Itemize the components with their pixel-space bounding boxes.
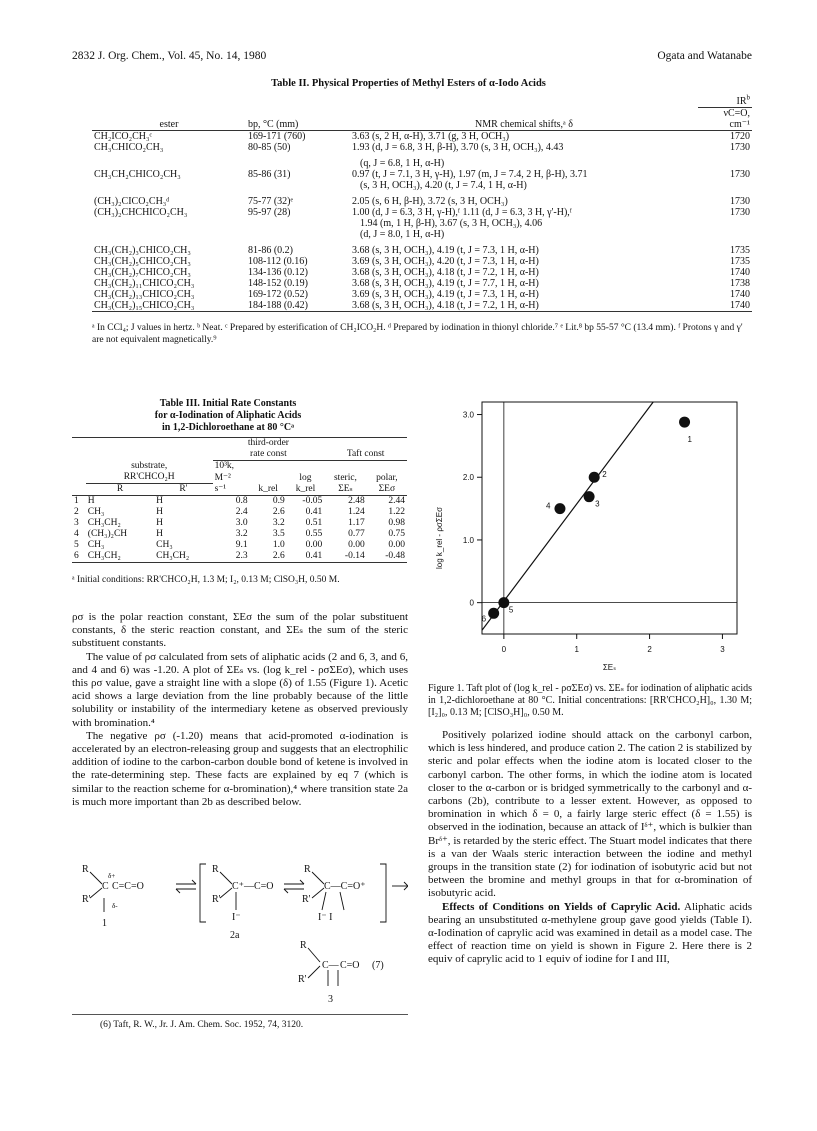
table2-cell-ir: 1720	[730, 131, 750, 142]
table3-header-Rprime: R'	[179, 484, 188, 494]
table3-cell-krel: 1.0	[272, 540, 285, 550]
table2-row	[92, 142, 752, 153]
scheme-label-2a: 2a	[230, 930, 240, 941]
table2-row	[92, 207, 752, 218]
table2-cell-ester	[92, 229, 246, 240]
table2-cell-nmr: 3.68 (s, 3 H, OCH₃), 4.18 (t, J = 7.2, 1 H, α-H)	[350, 300, 698, 312]
table3-cell-ep: -0.48	[367, 551, 407, 563]
table3-cell-log: -0.05	[302, 496, 323, 506]
table2-cell-ir: 1738	[730, 278, 750, 289]
paragraph: ρσ is the polar reaction constant, ΣEσ the sum of the polar substituent constants, δ the steric reaction constant, and ΣEₛ the sum of the steric substituent constants.	[72, 611, 408, 650]
table2-row	[92, 278, 752, 289]
table3-cell-krel: 2.6	[272, 507, 285, 517]
y-tick-label: 2.0	[462, 473, 474, 483]
table2-cell-nmr: (s, 3 H, OCH₃), 4.20 (t, J = 7.4, 1 H, α-H)	[360, 180, 527, 191]
paragraph: The value of ρσ calculated from sets of aliphatic acids (2 and 6, 3, and 6, and 4 and 6) was -1.20. A plot of ΣEₛ vs. (log k_rel - ρσΣEσ), which uses this ρσ value, gave a straight line with a slope (δ) of 1.55 (Figure 1). Acetic acid shows a large deviation from the line probably because of the little solubility or instability of the intermediary ketene as observed previously with bromination.⁴	[72, 650, 408, 729]
svg-text:R: R	[304, 864, 311, 875]
table2-cell-nmr: 3.68 (s, 3 H, OCH₃), 4.19 (t, J = 7.3, 1 H, α-H)	[352, 245, 539, 256]
table2-cell-ester: CH₃CHICO₂CH₃	[94, 142, 164, 153]
table2-cell-ester: CH₃(CH₂)₃CHICO₂CH₃	[94, 245, 191, 256]
table3-cell-log: 0.41	[287, 551, 325, 563]
table3-cell-es: 1.24	[348, 507, 365, 517]
scheme-ketene-cc: C=C=O	[112, 881, 144, 892]
data-point	[679, 417, 690, 428]
table3-row	[72, 518, 407, 529]
table3-cell-R: (CH₃)₂CH	[87, 529, 128, 539]
table2-cell-ester	[92, 180, 246, 191]
table2-cell-bp	[246, 180, 350, 191]
data-point-label: 4	[545, 501, 551, 511]
table2-cell-ir	[698, 229, 752, 240]
table2-ir-header: $IR^b$	[698, 96, 752, 108]
table2-cell-ester: (CH₃)₂CICO₂CH₃ᵈ	[94, 196, 170, 207]
table3-cell-R: CH₃	[87, 540, 105, 550]
data-point	[554, 503, 565, 514]
table3-group-rate: rate const	[213, 449, 325, 461]
table3-cell-R: CH₃CH₂	[87, 518, 121, 528]
scheme-delta-minus: δ-	[112, 902, 118, 910]
table3-cell-R: CH₃CH₂	[86, 551, 154, 563]
table3-cell-n: 3	[74, 518, 79, 528]
table2-row	[92, 267, 752, 278]
table2-cell-nmr: 3.68 (s, 3 H, OCH₃), 4.19 (t, J = 7.7, 1 H, α-H)	[352, 278, 539, 289]
table3-cell-ep: 0.00	[388, 540, 405, 550]
table2-cell-ester: CH₃(CH₂)₅CHICO₂CH₃	[94, 256, 191, 267]
table3-caption-line: Table III. Initial Rate Constants	[159, 398, 297, 409]
table3-header-steric2: ΣEₛ	[338, 484, 353, 494]
table3-cell-R: CH₃	[87, 507, 105, 517]
table3-cell-k: 0.8	[235, 496, 248, 506]
table3-header-steric: steric,	[333, 472, 357, 483]
scheme-label-3: 3	[328, 994, 333, 1005]
table2-cell-ester: (CH₃)₂CHCHICO₂CH₃	[94, 207, 188, 218]
table2-row	[92, 289, 752, 300]
footnote-rule	[72, 1014, 408, 1015]
data-point	[498, 597, 509, 608]
table3-cell-ep: 0.75	[388, 529, 405, 539]
table2-cell-nmr: (d, J = 8.0, 1 H, α-H)	[360, 229, 445, 240]
table2-cell-nmr: 3.69 (s, 3 H, OCH₃), 4.20 (t, J = 7.3, 1 H, α-H)	[352, 256, 539, 267]
table2-cell-bp	[246, 158, 350, 169]
y-axis-label: log k_rel - ρσΣEσ	[435, 506, 444, 570]
table3-header-formula: RR'CHCO₂H	[86, 472, 213, 484]
table3-header-kunit: M⁻²	[214, 472, 231, 483]
svg-text:R': R'	[302, 894, 311, 905]
table2-row	[92, 158, 752, 169]
scheme-ketene: C	[102, 881, 109, 892]
table2-header-bp: bp, °C (mm)	[248, 119, 299, 130]
table3	[72, 437, 407, 563]
running-header-left: 2832 J. Org. Chem., Vol. 45, No. 14, 1980	[72, 50, 267, 62]
table2-cell-bp	[246, 218, 350, 229]
table3-cell-n: 4	[74, 529, 79, 539]
section-heading: Effects of Conditions on Yields of Caprylic Acid.	[442, 900, 681, 913]
table3-cell-k: 2.4	[235, 507, 248, 517]
table3-header-kunit2: s⁻¹	[214, 484, 227, 494]
table3-cell-n: 1	[74, 496, 79, 506]
table3-cell-Rp: H	[156, 518, 164, 528]
paragraph: Positively polarized iodine should attack on the carbonyl carbon, which is less hindered, and produce cation 2. The cation 2 is stabilized by steric and polar effects when the iodine atom is located closer to the carbonyl carbon. The other forms, in which the iodine atom is located closer to the α-carbon or is bridged symmetrically to the carbonyl and α-carbons (2b), contribute to a lesser extent. However, as opposed to bromination in which δ = 0, a fairly large steric effect (δ = 1.55) is observed in the iodination, because an attack of Iᵟ⁺, which is bulkier than Brᵟ⁺, is retarded by the steric effect. The Stuart model indicates that there is a van der Waals steric interaction between the iodine and methyl groups in the transition state (2) for iodination of isobutyric acid but not between the bromine and methyl groups in that for α-bromination of isobutyric acid.	[428, 729, 752, 900]
table2-ir-sub: νC=O,	[723, 108, 750, 119]
data-point	[584, 491, 595, 502]
y-tick-label: 3.0	[462, 410, 474, 420]
table3-cell-n: 5	[74, 540, 79, 550]
table3-cell-ep: 2.44	[388, 496, 405, 506]
table3-header-k: 10³k,	[214, 461, 235, 471]
svg-text:R: R	[300, 940, 307, 951]
svg-text:R: R	[82, 864, 89, 875]
table2-cell-ir: 1730	[730, 142, 750, 153]
table2-row	[92, 131, 752, 143]
x-tick-label: 3	[720, 645, 725, 654]
table2-cell-ir: 1735	[730, 245, 750, 256]
left-column-text	[72, 611, 408, 809]
figure1-caption: Figure 1. Taft plot of (log k_rel - ρσΣEσ) vs. ΣEₛ for iodination of aliphatic acids in 1,2-dichloroethane at 80 °C. Initial concentrations: [RR'CHCO₂H]₀, 1.30 M; [I₂]₀, 0.13 M; [ClSO₃H]₀, 0.50 M.	[428, 683, 752, 718]
table2-row	[92, 300, 752, 312]
svg-text:C⁺—C=O: C⁺—C=O	[232, 881, 274, 892]
table3-caption	[128, 398, 328, 434]
table2-cell-ir	[698, 158, 752, 169]
table2-header-ir-unit: cm⁻¹	[729, 119, 750, 130]
data-point	[589, 472, 600, 483]
table3-cell-log: 0.00	[305, 540, 323, 550]
table3-group-third: third-order	[247, 438, 289, 448]
table3-cell-Rp: CH₃CH₂	[154, 551, 212, 563]
paragraph: The negative ρσ (-1.20) means that acid-promoted α-iodination is accelerated by an electron-releasing group and suggests that an electrophilic addition of iodine to the carbon-carbon double bond of ketene is involved in the rate-determining step. These facts are explained by eq 7 (which is similar to the reaction scheme for α-bromination),⁴ where transition state 2a is much more important than 2b as described below.	[72, 729, 408, 808]
table2-row	[92, 196, 752, 207]
table2-cell-nmr: 1.94 (m, 1 H, β-H), 3.67 (s, 3 H, OCH₃), 4.06	[360, 218, 543, 229]
y-tick-label: 1.0	[462, 535, 474, 545]
table3-cell-krel: 3.2	[272, 518, 285, 528]
scheme-label-1: 1	[102, 918, 107, 929]
table3-header-log: log	[299, 472, 312, 483]
table2-row	[92, 245, 752, 256]
table2-cell-nmr: 0.97 (t, J = 7.1, 3 H, γ-H), 1.97 (m, J = 7.4, 2 H, β-H), 3.71	[352, 169, 588, 180]
table3-cell-k: 9.1	[235, 540, 248, 550]
table3-cell-ep: 0.98	[388, 518, 405, 528]
data-point	[488, 608, 499, 619]
table2-cell-bp: 75-77 (32)ᵉ	[248, 196, 294, 207]
table3-caption-line: in 1,2-Dichloroethane at 80 °Cᵃ	[161, 422, 294, 433]
table3-caption-line: for α-Iodination of Aliphatic Acids	[154, 410, 302, 421]
table3-cell-es: 1.17	[348, 518, 365, 528]
table2-cell-bp: 169-171 (760)	[248, 131, 306, 142]
table2-cell-nmr: 1.00 (d, J = 6.3, 3 H, γ-H),ᶠ 1.11 (d, J = 6.3, 3 H, γ'-H),ᶠ	[352, 207, 572, 218]
table2-cell-bp: 148-152 (0.19)	[248, 278, 308, 289]
table3-header-R: R	[116, 484, 124, 494]
svg-text:I⁻ I: I⁻ I	[318, 912, 333, 923]
table3-cell-krel: 0.9	[272, 496, 285, 506]
table3-cell-R: H	[87, 496, 95, 506]
table3-group-taft: Taft const	[324, 449, 407, 461]
table2-cell-ir: 1740	[698, 300, 752, 312]
table2-row	[92, 229, 752, 240]
table3-cell-ep: 1.22	[388, 507, 405, 517]
table2-cell-nmr: 3.68 (s, 3 H, OCH₃), 4.18 (t, J = 7.2, 1 H, α-H)	[352, 267, 539, 278]
table2-cell-bp: 95-97 (28)	[248, 207, 291, 218]
scheme-eq-number: (7)	[372, 960, 384, 971]
running-header-right: Ogata and Watanabe	[657, 50, 752, 62]
table3-row	[72, 551, 407, 563]
table2	[92, 93, 752, 312]
data-point-label: 1	[687, 435, 692, 445]
table3-row	[72, 540, 407, 551]
table2-row	[92, 256, 752, 267]
svg-text:R': R'	[82, 894, 91, 905]
svg-text:C—: C—	[322, 960, 339, 971]
table2-cell-ester	[92, 218, 246, 229]
table3-cell-Rp: H	[156, 507, 164, 517]
table3-cell-n: 6	[72, 551, 86, 563]
table3-row	[72, 507, 407, 518]
svg-text:R': R'	[298, 974, 307, 985]
table3-cell-krel: 2.6	[250, 551, 287, 563]
y-tick-label: 0	[469, 598, 474, 608]
table2-cell-ester: CH₃CH₂CHICO₂CH₃	[94, 169, 181, 180]
table2-cell-ir	[698, 218, 752, 229]
table2-cell-ester: CH₂ICO₂CH₃ᶜ	[94, 131, 153, 142]
table3-header-krel: k_rel	[258, 484, 278, 494]
table2-cell-ir: 1740	[730, 289, 750, 300]
table3-cell-n: 2	[74, 507, 79, 517]
table2-cell-bp	[246, 229, 350, 240]
table3-cell-Rp: H	[156, 496, 164, 506]
data-point-label: 3	[595, 499, 600, 509]
table2-cell-nmr: 3.63 (s, 2 H, α-H), 3.71 (g, 3 H, OCH₃)	[352, 131, 510, 142]
scheme-delta-plus: δ+	[108, 872, 116, 880]
table2-cell-bp: 85-86 (31)	[248, 169, 291, 180]
right-column-text	[428, 729, 752, 967]
table3-cell-es: 2.48	[348, 496, 365, 506]
table3-cell-es: 0.00	[348, 540, 365, 550]
table2-caption: Table II. Physical Properties of Methyl Esters of α-Iodo Acids	[271, 78, 546, 89]
x-tick-label: 0	[501, 645, 507, 654]
table3-row	[72, 496, 407, 508]
table3-header-polar: polar,	[376, 472, 398, 483]
table2-cell-ir	[698, 180, 752, 191]
figure1-chart	[428, 396, 758, 676]
table2-cell-ir: 1735	[730, 256, 750, 267]
table2-cell-ir: 1740	[730, 267, 750, 278]
table2-row	[92, 218, 752, 229]
fit-line	[482, 402, 653, 630]
svg-text:R': R'	[212, 894, 221, 905]
table3-cell-log: 0.41	[305, 507, 323, 517]
table3-footnote: ᵃ Initial conditions: RR'CHCO₂H, 1.3 M; I₂, 0.13 M; ClSO₃H, 0.50 M.	[72, 575, 340, 585]
table2-cell-ester	[92, 158, 246, 169]
data-point-label: 5	[508, 605, 514, 615]
x-tick-label: 1	[574, 645, 579, 654]
table2-cell-bp: 108-112 (0.16)	[248, 256, 308, 267]
reaction-scheme	[72, 858, 408, 1008]
table3-cell-es: 0.77	[348, 529, 365, 539]
x-tick-label: 2	[647, 645, 652, 654]
table3-header-substrate: substrate,	[131, 461, 168, 471]
table3-cell-log: 0.51	[305, 518, 323, 528]
table2-cell-nmr: (q, J = 6.8, 1 H, α-H)	[360, 158, 445, 169]
table2-cell-ester: CH₃(CH₂)₁₁CHICO₂CH₃	[94, 278, 195, 289]
x-axis-label: ΣEₛ	[602, 663, 617, 672]
table2-cell-bp: 80-85 (50)	[248, 142, 291, 153]
table3-cell-Rp: H	[156, 529, 164, 539]
table2-cell-bp: 81-86 (0.2)	[248, 245, 293, 256]
table3-row	[72, 529, 407, 540]
table2-cell-ir: 1730	[730, 207, 750, 218]
reference-6: (6) Taft, R. W., Jr. J. Am. Chem. Soc. 1952, 74, 3120.	[100, 1020, 304, 1030]
table2-header-ester: ester	[159, 119, 179, 130]
table2-cell-ester: CH₃(CH₂)₁₅CHICO₂CH₃	[92, 300, 246, 312]
table2-cell-nmr: 3.69 (s, 3 H, OCH₃), 4.19 (t, J = 7.3, 1 H, α-H)	[352, 289, 539, 300]
table2-cell-ester: CH₃(CH₂)₁₃CHICO₂CH₃	[94, 289, 195, 300]
table2-cell-bp: 134-136 (0.12)	[248, 267, 308, 278]
data-point-label: 6	[481, 614, 487, 624]
table3-cell-k: 2.3	[213, 551, 250, 563]
section-paragraph	[428, 901, 752, 967]
table2-cell-ir: 1730	[730, 169, 750, 180]
table2-footnote: ᵃ In CCl₄; J values in hertz. ᵇ Neat. ᶜ Prepared by esterification of CH₂ICO₂H. ᵈ Prepared by iodination in thionyl chloride.⁷ ᵉ Lit.⁸ bp 55-57 °C (13.4 mm). ᶠ Protons γ and γ' are not equivalent magnetically.⁹	[92, 323, 743, 345]
plot-frame	[482, 402, 737, 634]
table2-cell-nmr: 1.93 (d, J = 6.8, 3 H, β-H), 3.70 (s, 3 H, OCH₃), 4.43	[352, 142, 564, 153]
svg-text:I⁻: I⁻	[232, 912, 241, 923]
svg-text:R: R	[212, 864, 219, 875]
table3-cell-krel: 3.5	[272, 529, 285, 539]
scheme-carbonyl: C=O	[340, 960, 360, 971]
table3-header-logk: k_rel	[295, 484, 316, 494]
table2-cell-bp: 184-188 (0.42)	[246, 300, 350, 312]
table2-cell-ir: 1730	[730, 196, 750, 207]
table3-header-polar2: ΣEσ	[378, 484, 396, 494]
table3-cell-es: -0.14	[324, 551, 367, 563]
table3-cell-k: 3.2	[235, 529, 248, 539]
table3-cell-k: 3.0	[235, 518, 248, 528]
table2-row	[92, 169, 752, 180]
svg-text:C—C=O⁺: C—C=O⁺	[324, 881, 366, 892]
table2-cell-ester: CH₃(CH₂)₇CHICO₂CH₃	[94, 267, 191, 278]
table2-cell-bp: 169-172 (0.52)	[248, 289, 308, 300]
table2-header-nmr: NMR chemical shifts,ᵃ δ	[475, 119, 573, 130]
section-text: Aliphatic acids bearing an unsubstituted α-methylene group gave good yields (Table I). α-Iodination of caprylic acid was examined in detail as a model case. The effect of reaction time on yield is shown in Figure 2. Here there is 2 equiv of caprylic acid to 1 equiv of iodine for I and III,	[428, 900, 752, 966]
table3-cell-Rp: CH₃	[156, 540, 173, 550]
data-point-label: 2	[602, 470, 607, 480]
table3-cell-log: 0.55	[305, 529, 323, 539]
table2-row	[92, 180, 752, 191]
table2-cell-nmr: 2.05 (s, 6 H, β-H), 3.72 (s, 3 H, OCH₃)	[352, 196, 508, 207]
